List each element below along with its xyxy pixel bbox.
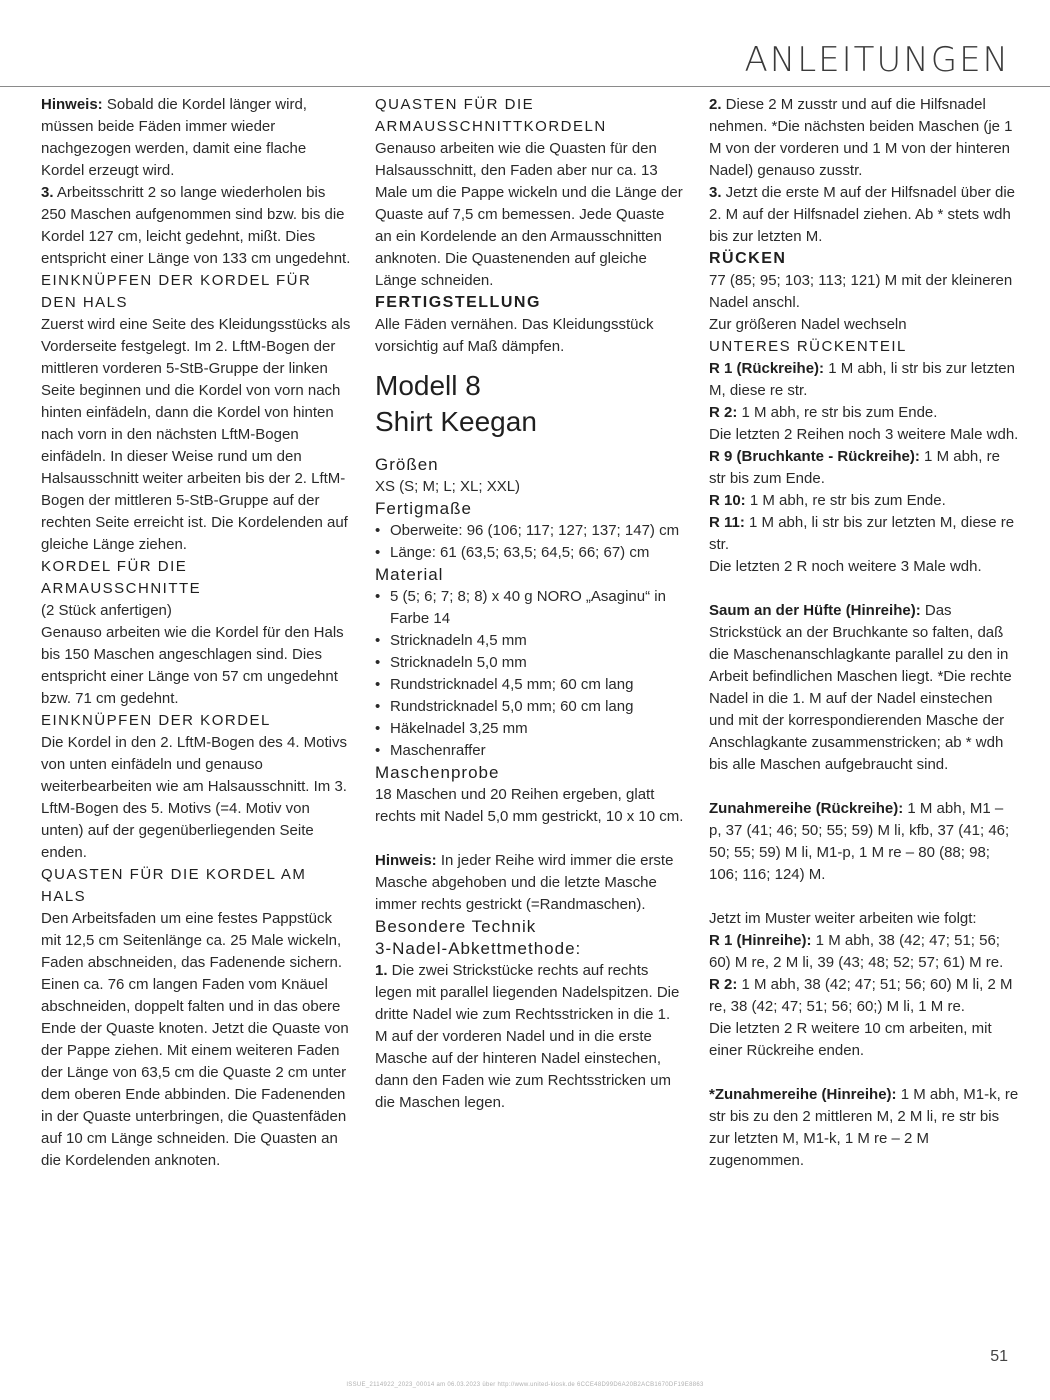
heading-material: Material bbox=[375, 565, 444, 584]
row-text: 1 M abh, 38 (42; 47; 51; 56; 60) M re, 2 M li, 39 (43; 48; 52; 57; 61) M re. bbox=[709, 932, 1004, 971]
armhole-cord-text: Genauso arbeiten wie die Kordel für den Hals bis 150 Maschen angeschlagen sind. Dies entspricht einer Länge von 57 cm ungedehnt bzw. 71 cm gedehnt. bbox=[41, 624, 344, 707]
list-item: • Oberweite: 96 (106; 117; 127; 137; 147) cm bbox=[375, 520, 685, 542]
neck-tassels-text-1: Den Arbeitsfaden um eine festes Pappstück mit 12,5 cm Seitenlänge ca. 25 Male wickeln, Faden abschneiden, das Fadenende sichern. bbox=[41, 910, 343, 971]
row-label: R 1 (Rückreihe): bbox=[709, 360, 825, 377]
technique-step-2-text: Diese 2 M zusstr und auf die Hilfsnadel nehmen. *Die nächsten beiden Maschen (je 1 M von der vorderen und 1 M von der hinteren Nadel) genauso zusstr. bbox=[709, 96, 1013, 179]
material-list bbox=[375, 586, 685, 762]
row-label: R 9 (Bruchkante - Rückreihe): bbox=[709, 448, 920, 465]
list-item: • Häkelnadel 3,25 mm bbox=[375, 718, 685, 740]
note-label: Hinweis: bbox=[41, 96, 103, 113]
increase-row-paragraph bbox=[709, 798, 1019, 886]
hem-paragraph bbox=[709, 600, 1019, 776]
heading-sizes: Größen bbox=[375, 455, 439, 474]
column-left bbox=[41, 94, 351, 1172]
step-number: 3. bbox=[709, 184, 722, 201]
row-repeat-note: Die letzten 2 R noch weitere 3 Male wdh. bbox=[709, 558, 982, 575]
row-label: R 1 (Hinreihe): bbox=[709, 932, 812, 949]
gauge-text: 18 Maschen und 20 Reihen ergeben, glatt rechts mit Nadel 5,0 mm gestrickt, 10 x 10 cm. bbox=[375, 786, 684, 825]
list-item: • Rundstricknadel 5,0 mm; 60 cm lang bbox=[375, 696, 685, 718]
hem-text: Das Strickstück an der Bruchkante so falten, daß die Maschenanschlagkante parallel zu den in Arbeit befindlichen Maschen liegt. *Die rechte Nadel in die 1. M auf der Nadel einstechen und mit der korrespondierenden Masche der Anschlagkante zusammenstricken; ab * wdh bis alle Maschen aufgebraucht sind. bbox=[709, 602, 1012, 773]
technique-step-3 bbox=[709, 182, 1019, 248]
heading-measurements: Fertigmaße bbox=[375, 499, 472, 518]
row-label: R 2: bbox=[709, 404, 738, 421]
increase-label: Zunahmereihe (Rückreihe): bbox=[709, 800, 904, 817]
row-1 bbox=[709, 358, 1019, 402]
back-cast-on-text: 77 (85; 95; 103; 113; 121) M mit der kleineren Nadel anschl. bbox=[709, 272, 1013, 311]
heading-gauge: Maschenprobe bbox=[375, 763, 500, 782]
row-9 bbox=[709, 446, 1019, 490]
neck-tassels-text-2: Einen ca. 76 cm langen Faden vom Knäuel abschneiden, doppelt falten und in das obere Ende der Quaste knoten. Jetzt die Quaste von der Pappe ziehen. Mit einem weiteren Faden der Länge von 63,5 cm die Quaste 2 cm unter dem oberen Ende abbinden. Die Fadenenden in der Quaste unterbringen, die Quastenfäden auf 10 cm Länge schneiden. Die Quasten an die Kordelenden anknoten. bbox=[41, 976, 349, 1169]
list-item: • Rundstricknadel 4,5 mm; 60 cm lang bbox=[375, 674, 685, 696]
step-number: 1. bbox=[375, 962, 388, 979]
heading-neck-tassels: QUASTEN FÜR DIE KORDEL AM HALS bbox=[41, 866, 307, 905]
row-2 bbox=[709, 402, 1019, 424]
row-text: 1 M abh, re str bis zum Ende. bbox=[709, 448, 1000, 487]
note-text: In jeder Reihe wird immer die erste Masche abgehoben und die letzte Masche immer rechts gestrickt (=Randmaschen). bbox=[375, 852, 674, 913]
increase-row-2-paragraph bbox=[709, 1084, 1019, 1172]
pattern-intro: Jetzt im Muster weiter arbeiten wie folgt: bbox=[709, 910, 977, 927]
list-item: • 5 (5; 6; 7; 8; 8) x 40 g NORO „Asaginu“ in Farbe 14 bbox=[375, 586, 685, 630]
edge-stitch-note bbox=[375, 850, 685, 916]
back-needle-change-text: Zur größeren Nadel wechseln bbox=[709, 316, 907, 333]
step-3-paragraph bbox=[41, 182, 351, 270]
heading-lower-back: UNTERES RÜCKENTEIL bbox=[709, 338, 907, 355]
step-number: 3. bbox=[41, 184, 54, 201]
threading-cord-text: Die Kordel in den 2. LftM-Bogen des 4. Motivs von unten einfädeln und genauso weiterbearbeiten wie am Halsausschnitt. Im 3. LftM-Bogen des 5. Motivs (=4. Motiv von unten) auf der gegenüberliegenden Seite enden. bbox=[41, 734, 347, 861]
row-text: 1 M abh, re str bis zum Ende. bbox=[745, 492, 946, 509]
heading-finishing: FERTIGSTELLUNG bbox=[375, 294, 541, 311]
column-middle bbox=[375, 94, 685, 1114]
technique-step-1-text: Die zwei Strickstücke rechts auf rechts legen mit parallel liegenden Nadelspitzen. Die dritte Nadel wie zum Rechtsstricken in die 1. M auf der vorderen Nadel und in die erste Masche auf der hinteren Nadel einstechen, dann den Faden wie zum Rechtsstricken um die Maschen legen. bbox=[375, 962, 680, 1111]
list-item: • Stricknadeln 5,0 mm bbox=[375, 652, 685, 674]
technique-title: Besondere Technik bbox=[375, 917, 537, 936]
row-11 bbox=[709, 512, 1019, 556]
heading-neck-cord: EINKNÜPFEN DER KORDEL FÜR DEN HALS bbox=[41, 272, 312, 311]
row-label: R 11: bbox=[709, 514, 745, 531]
measurements-list bbox=[375, 520, 685, 564]
note-paragraph bbox=[41, 94, 351, 182]
pattern-row-1 bbox=[709, 930, 1019, 974]
heading-armhole-tassels: QUASTEN FÜR DIE ARMAUSSCHNITTKORDELN bbox=[375, 96, 607, 135]
model-number: Modell 8 bbox=[375, 370, 481, 401]
section-title: ANLEITUNGEN bbox=[744, 40, 1010, 80]
increase-text: 1 M abh, M1 – p, 37 (41; 46; 50; 55; 59) M li, kfb, 37 (41; 46; 50; 55; 59) M li, M1-p, 1 M re – 80 (88; 98; 106; 116; 124) M. bbox=[709, 800, 1010, 883]
list-item: • Länge: 61 (63,5; 63,5; 64,5; 66; 67) cm bbox=[375, 542, 685, 564]
heading-threading-cord: EINKNÜPFEN DER KORDEL bbox=[41, 712, 271, 729]
hem-label: Saum an der Hüfte (Hinreihe): bbox=[709, 602, 921, 619]
model-name: Shirt Keegan bbox=[375, 406, 537, 437]
pattern-repeat-note: Die letzten 2 R weitere 10 cm arbeiten, mit einer Rückreihe enden. bbox=[709, 1020, 992, 1059]
row-text: 1 M abh, 38 (42; 47; 51; 56; 60) M li, 2 M re, 38 (42; 47; 51; 56; 60;) M li, 1 M re. bbox=[709, 976, 1013, 1015]
row-label: R 2: bbox=[709, 976, 738, 993]
note-text: Sobald die Kordel länger wird, müssen beide Fäden immer wieder nachgezogen werden, damit eine flache Kordel erzeugt wird. bbox=[41, 96, 307, 179]
list-item: • Maschenraffer bbox=[375, 740, 685, 762]
sizes-text: XS (S; M; L; XL; XXL) bbox=[375, 478, 521, 495]
row-10 bbox=[709, 490, 1019, 512]
technique-step-3-text: Jetzt die erste M auf der Hilfsnadel über die 2. M auf der Hilfsnadel ziehen. Ab * stets wdh bis zur letzten M. bbox=[709, 184, 1015, 245]
increase-label: *Zunahmereihe (Hinreihe): bbox=[709, 1086, 897, 1103]
row-text: 1 M abh, re str bis zum Ende. bbox=[737, 404, 938, 421]
step-number: 2. bbox=[709, 96, 722, 113]
technique-step-2 bbox=[709, 94, 1019, 182]
armhole-tassels-text: Genauso arbeiten wie die Quasten für den Halsausschnitt, den Faden aber nur ca. 13 Male um die Pappe wickeln und die Länge der Quaste auf 7,5 cm bemessen. Jede Quaste an ein Kordelende an den Armausschnitten anknoten. Die Quastenenden auf gleiche Länge schneiden. bbox=[375, 140, 683, 289]
pattern-row-2 bbox=[709, 974, 1019, 1018]
step-3-text: Arbeitsschritt 2 so lange wiederholen bis 250 Maschen aufgenommen sind bzw. bis die Kordel 127 cm, leicht gedehnt, mißt. Dies entspricht einer Länge von 133 cm ungedehnt. bbox=[41, 184, 351, 267]
heading-technique bbox=[375, 916, 685, 960]
finishing-text: Alle Fäden vernähen. Das Kleidungsstück vorsichtig auf Maß dämpfen. bbox=[375, 316, 654, 355]
note-label: Hinweis: bbox=[375, 852, 437, 869]
row-text: 1 M abh, li str bis zur letzten M, diese re str. bbox=[709, 514, 1015, 553]
heading-back: RÜCKEN bbox=[709, 250, 787, 267]
header-divider bbox=[0, 86, 1050, 87]
page-number: 51 bbox=[990, 1348, 1008, 1365]
heading-armhole-cord: KORDEL FÜR DIE ARMAUSSCHNITTE bbox=[41, 558, 202, 597]
neck-cord-text: Zuerst wird eine Seite des Kleidungsstücks als Vorderseite festgelegt. Im 2. LftM-Bogen der mittleren vorderen 5-StB-Gruppe der linken Seite beginnen und die Kordel von vorn nach hinten einfädeln, dann die Kordel von hinten nach vorn in den nächsten LftM-Bogen einfädeln. In dieser Weise rund um den Halsausschnitt weiter arbeiten bis der 2. LftM-Bogen der mittleren 5-StB-Gruppe auf der rechten Seite erreicht ist. Die Kordelenden auf gleiche Länge ziehen. bbox=[41, 316, 351, 553]
armhole-cord-note: (2 Stück anfertigen) bbox=[41, 602, 172, 619]
model-title bbox=[375, 368, 685, 440]
technique-step-1 bbox=[375, 960, 685, 1114]
increase-text: 1 M abh, M1-k, re str bis zu den 2 mittleren M, 2 M li, re str bis zur letzten M, M1-k, 1 M re – 2 M zugenommen. bbox=[709, 1086, 1019, 1169]
list-item: • Stricknadeln 4,5 mm bbox=[375, 630, 685, 652]
column-right bbox=[709, 94, 1019, 1172]
footer-info: ISSUE_2114922_2023_00014 am 06.03.2023 über http://www.united-kiosk.de 6CCE48D99D6A20B2ACB1670DF19E8863 bbox=[346, 1382, 704, 1388]
technique-name: 3-Nadel-Abkettmethode: bbox=[375, 939, 582, 958]
row-text: 1 M abh, li str bis zur letzten M, diese re str. bbox=[709, 360, 1015, 399]
row-label: R 10: bbox=[709, 492, 746, 509]
row-repeat-note: Die letzten 2 Reihen noch 3 weitere Male wdh. bbox=[709, 426, 1019, 443]
